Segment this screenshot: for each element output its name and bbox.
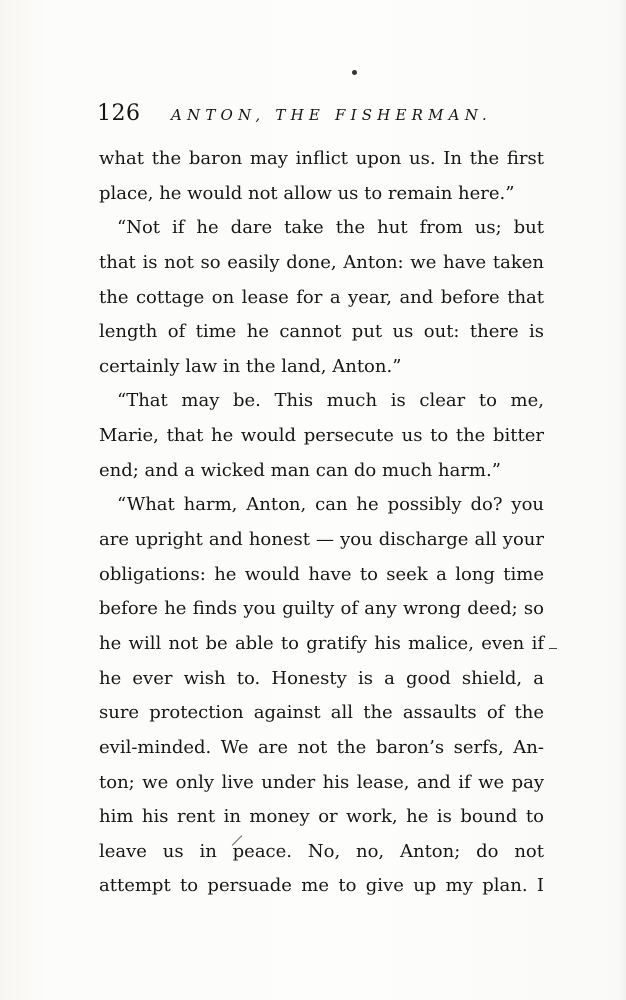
text-line: “Not if he dare take the hut from us; but	[117, 217, 544, 239]
text-line: evil-minded. We are not the baron’s serfs, An-	[99, 736, 544, 758]
page-number: 126	[97, 101, 141, 126]
body-text	[99, 142, 544, 1000]
text-line: “That may be. This much is clear to me,	[117, 390, 544, 412]
running-title: ANTON, THE FISHERMAN.	[171, 106, 493, 124]
text-line: before he finds you guilty of any wrong deed; so	[99, 598, 544, 620]
text-line: certainly law in the land, Anton.”	[99, 355, 402, 377]
text-line: length of time he cannot put us out: there is	[99, 321, 544, 343]
text-line: him his rent in money or work, he is bound to	[99, 806, 544, 828]
text-line: sure protection against all the assaults of the	[99, 702, 544, 724]
margin-mark	[549, 648, 557, 649]
text-line: ton; we only live under his lease, and if we pay	[99, 771, 544, 793]
text-line: place, he would not allow us to remain here.”	[99, 182, 515, 204]
text-line: he will not be able to gratify his malice, even if	[99, 632, 544, 654]
text-line: obligations: he would have to seek a long time	[99, 563, 544, 585]
ink-speck	[352, 70, 357, 75]
text-line: attempt to persuade me to give up my plan. I	[99, 875, 544, 897]
text-line: what the baron may inflict upon us. In the first	[99, 148, 544, 169]
text-line: he ever wish to. Honesty is a good shield, a	[99, 667, 544, 689]
text-line: the cottage on lease for a year, and before that	[99, 286, 544, 308]
text-line: Marie, that he would persecute us to the bitter	[99, 425, 544, 447]
text-line: that is not so easily done, Anton: we have taken	[99, 251, 544, 273]
text-line: “What harm, Anton, can he possibly do? you	[117, 494, 544, 516]
page-edge-shadow	[618, 0, 626, 1000]
page-header	[97, 101, 493, 131]
text-line: leave us in peace. No, no, Anton; do not	[99, 840, 544, 862]
text-line: are upright and honest — you discharge all your	[99, 529, 544, 551]
text-line: end; and a wicked man can do much harm.”	[99, 459, 501, 481]
